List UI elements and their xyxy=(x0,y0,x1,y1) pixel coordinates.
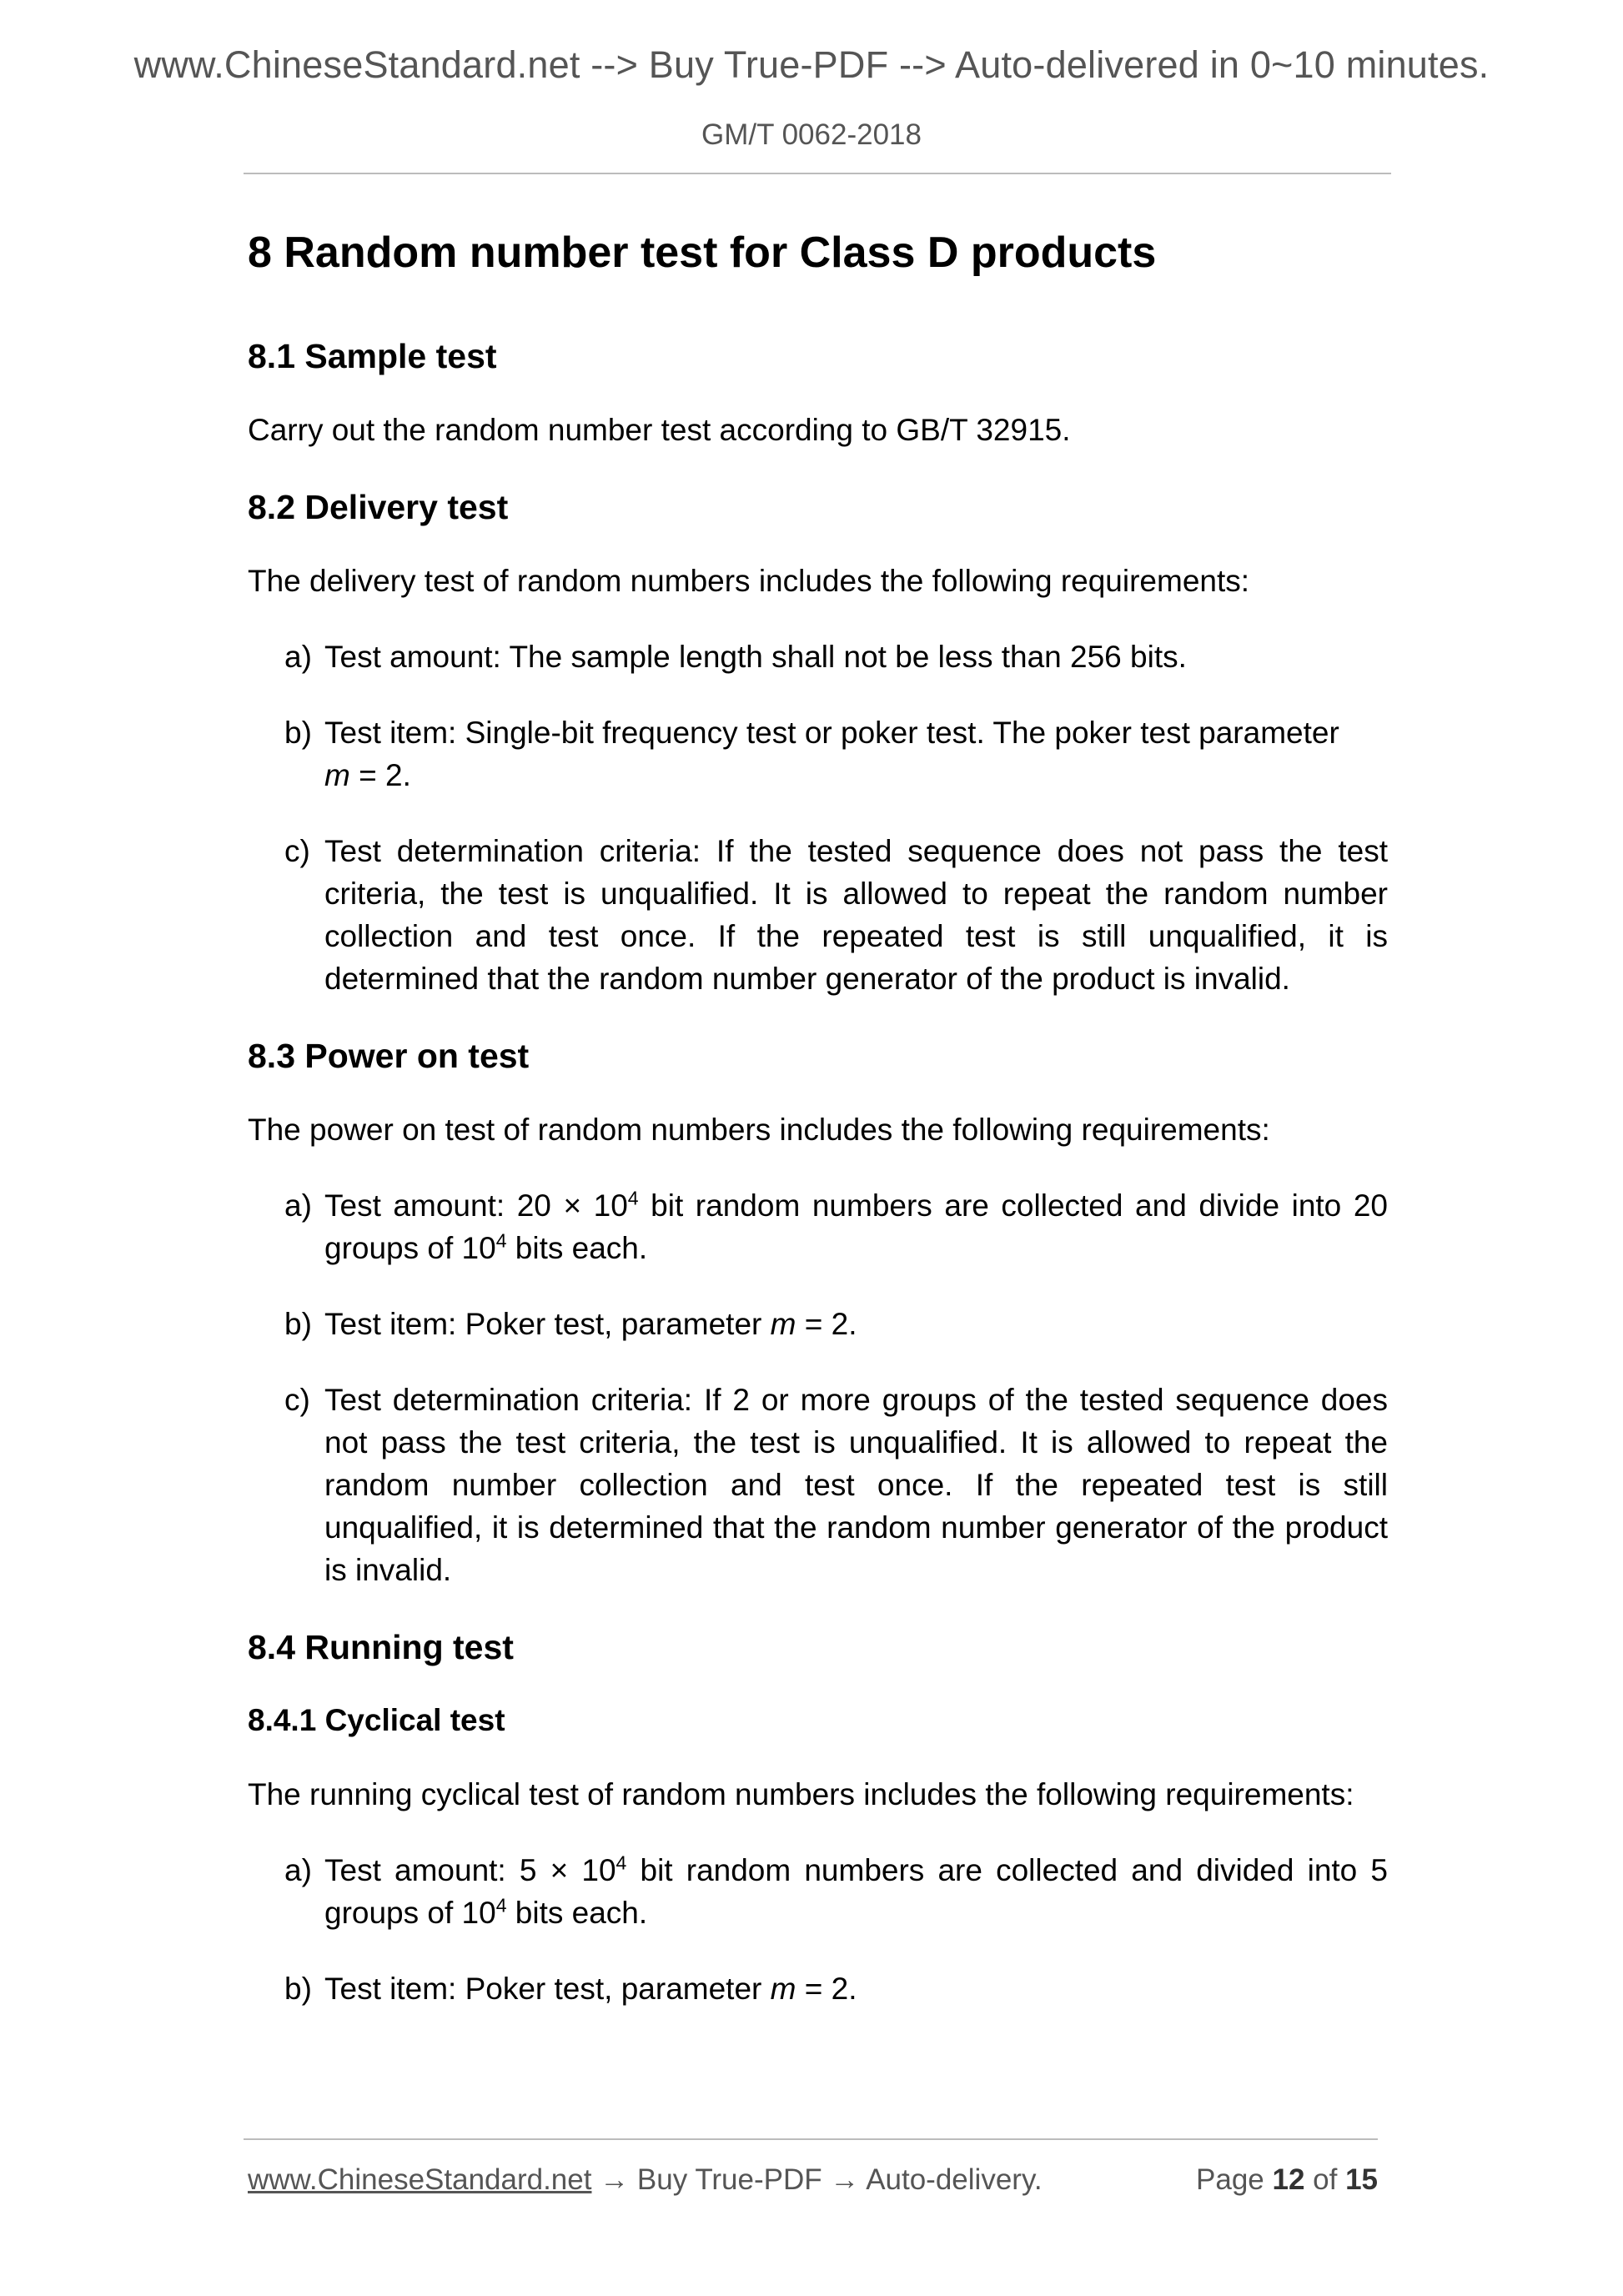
list-label: a) xyxy=(284,640,312,674)
list-text: bits each. xyxy=(506,1896,648,1930)
list-label: c) xyxy=(284,1383,310,1417)
list-item-8-3-c xyxy=(248,1379,1388,1591)
list-label: b) xyxy=(284,1972,312,2006)
list-text: Test amount: 20 × 10 xyxy=(324,1188,628,1223)
section-8-1-body: Carry out the random number test according to GB/T 32915. xyxy=(248,413,1071,447)
list-item-8-4-1-a xyxy=(248,1849,1388,1934)
list-text: Test item: Poker test, parameter xyxy=(324,1307,771,1341)
section-8-4-1-heading: 8.4.1 Cyclical test xyxy=(248,1703,505,1737)
list-text-tail: = 2. xyxy=(349,758,411,792)
list-text: Test determination criteria: If the tested sequence does not pass the test criteria, the test is unqualified. It is allowed to repeat the random number collection and test once. If the repeated test is still unqualified, it is determined that the random number generator of the product is invalid. xyxy=(324,834,1388,996)
list-item-8-2-c xyxy=(248,830,1388,1000)
page-content xyxy=(248,224,1388,2043)
math-variable: m xyxy=(770,1972,796,2006)
header-divider xyxy=(244,173,1391,174)
exponent: 4 xyxy=(616,1851,627,1874)
list-label: a) xyxy=(284,1853,312,1887)
arrow-icon: → xyxy=(591,2163,637,2196)
list-item-8-2-b xyxy=(248,711,1388,796)
document-code: GM/T 0062-2018 xyxy=(701,118,922,151)
list-text: bit random numbers are collected and divided into 5 groups of 10 xyxy=(324,1853,1388,1930)
exponent: 4 xyxy=(627,1187,639,1209)
section-8-3-heading: 8.3 Power on test xyxy=(248,1037,530,1075)
math-variable: m xyxy=(770,1307,796,1341)
page-indicator xyxy=(1196,2163,1378,2197)
section-8-3-intro: The power on test of random numbers includes the following requirements: xyxy=(248,1113,1270,1147)
list-label: b) xyxy=(284,716,312,750)
list-label: b) xyxy=(284,1307,312,1341)
page-word: Page xyxy=(1196,2163,1273,2196)
list-text-tail: = 2. xyxy=(796,1307,857,1341)
math-variable: m xyxy=(324,758,350,792)
section-8-4-1-intro: The running cyclical test of random numbers includes the following requirements: xyxy=(248,1777,1354,1811)
page-footer xyxy=(248,2163,1378,2197)
page-total: 15 xyxy=(1345,2163,1378,2196)
list-text: bit random numbers are collected and divide into 20 groups of 10 xyxy=(324,1188,1388,1265)
footer-divider xyxy=(244,2138,1378,2140)
top-banner: www.ChineseStandard.net --> Buy True-PDF --> Auto-delivered in 0~10 minutes. xyxy=(133,43,1490,86)
list-text: Test item: Poker test, parameter xyxy=(324,1972,771,2006)
section-8-2-heading: 8.2 Delivery test xyxy=(248,488,509,526)
exponent: 4 xyxy=(495,1894,507,1917)
section-8-1-heading: 8.1 Sample test xyxy=(248,337,497,375)
list-text-tail: = 2. xyxy=(796,1972,857,2006)
of-word: of xyxy=(1304,2163,1346,2196)
section-8-2-intro: The delivery test of random numbers includes the following requirements: xyxy=(248,564,1250,598)
exponent: 4 xyxy=(495,1229,507,1252)
list-text: Test determination criteria: If 2 or more groups of the tested sequence does not pass the test criteria, the test is unqualified. It is allowed to repeat the random number collection and test once. If the repeated test is still unqualified, it is determined that the random number generator of the product is invalid. xyxy=(324,1383,1388,1587)
list-item-8-3-b xyxy=(248,1303,1388,1345)
list-text: Test amount: The sample length shall not be less than 256 bits. xyxy=(324,640,1187,674)
page-number: 12 xyxy=(1272,2163,1305,2196)
list-text: Test item: Single-bit frequency test or poker test. The poker test parameter xyxy=(324,716,1339,750)
list-item-8-2-a xyxy=(248,636,1388,678)
arrow-icon: → xyxy=(822,2163,867,2196)
list-label: a) xyxy=(284,1188,312,1223)
list-text: Test amount: 5 × 10 xyxy=(324,1853,616,1887)
footer-site-link[interactable]: www.ChineseStandard.net xyxy=(248,2163,592,2196)
list-label: c) xyxy=(284,834,310,868)
footer-delivery-text: Auto-delivery. xyxy=(866,2163,1043,2196)
footer-buy-text: Buy True-PDF xyxy=(636,2163,822,2196)
list-item-8-4-1-b xyxy=(248,1967,1388,2010)
list-item-8-3-a xyxy=(248,1184,1388,1269)
list-text: bits each. xyxy=(506,1231,648,1265)
section-8-title: 8 Random number test for Class D products xyxy=(248,229,1157,277)
section-8-4-heading: 8.4 Running test xyxy=(248,1628,514,1666)
